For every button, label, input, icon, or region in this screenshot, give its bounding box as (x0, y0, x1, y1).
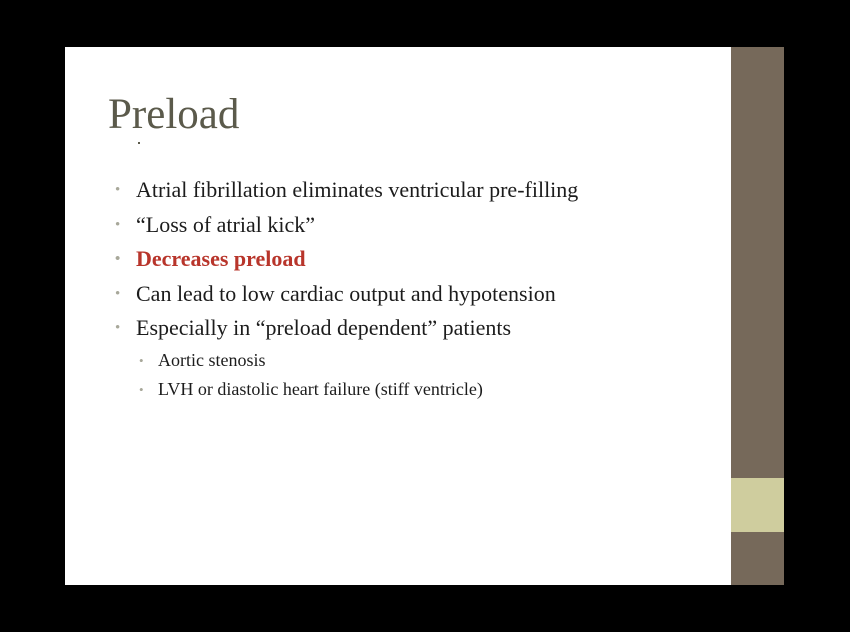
subbullet-text: Aortic stenosis (158, 349, 266, 370)
slide-canvas (65, 47, 731, 585)
subbullet-list (115, 346, 578, 404)
slide-title: Preload (108, 91, 240, 138)
bullet-text: “Loss of atrial kick” (136, 211, 315, 237)
bullet-item (115, 277, 578, 312)
bullet-text: Especially in “preload dependent” patients (136, 315, 512, 341)
bullet-item-emphasized (115, 242, 578, 277)
subbullet-text: LVH or diastolic heart failure (stiff ventricle) (158, 378, 483, 399)
subbullet-item (115, 375, 578, 404)
bullet-list (115, 173, 578, 404)
bullet-text: Can lead to low cardiac output and hypotension (136, 280, 556, 306)
bullet-marker: • (115, 285, 121, 302)
bullet-item (115, 208, 578, 243)
subbullet-marker: • (139, 352, 144, 368)
bullet-item (115, 311, 578, 346)
bullet-text: Decreases preload (136, 246, 306, 272)
title-underline-dot (138, 142, 140, 144)
subbullet-item (115, 346, 578, 375)
bullet-text: Atrial fibrillation eliminates ventricular pre-filling (136, 177, 579, 202)
bullet-marker: • (115, 320, 121, 337)
subbullet-group (115, 346, 578, 404)
slide-sidebar-accent (731, 478, 784, 532)
bullet-marker: • (115, 182, 121, 198)
subbullet-marker: • (139, 381, 144, 397)
bullet-marker: • (115, 251, 121, 268)
bullet-marker: • (115, 216, 121, 233)
bullet-item (115, 173, 578, 208)
